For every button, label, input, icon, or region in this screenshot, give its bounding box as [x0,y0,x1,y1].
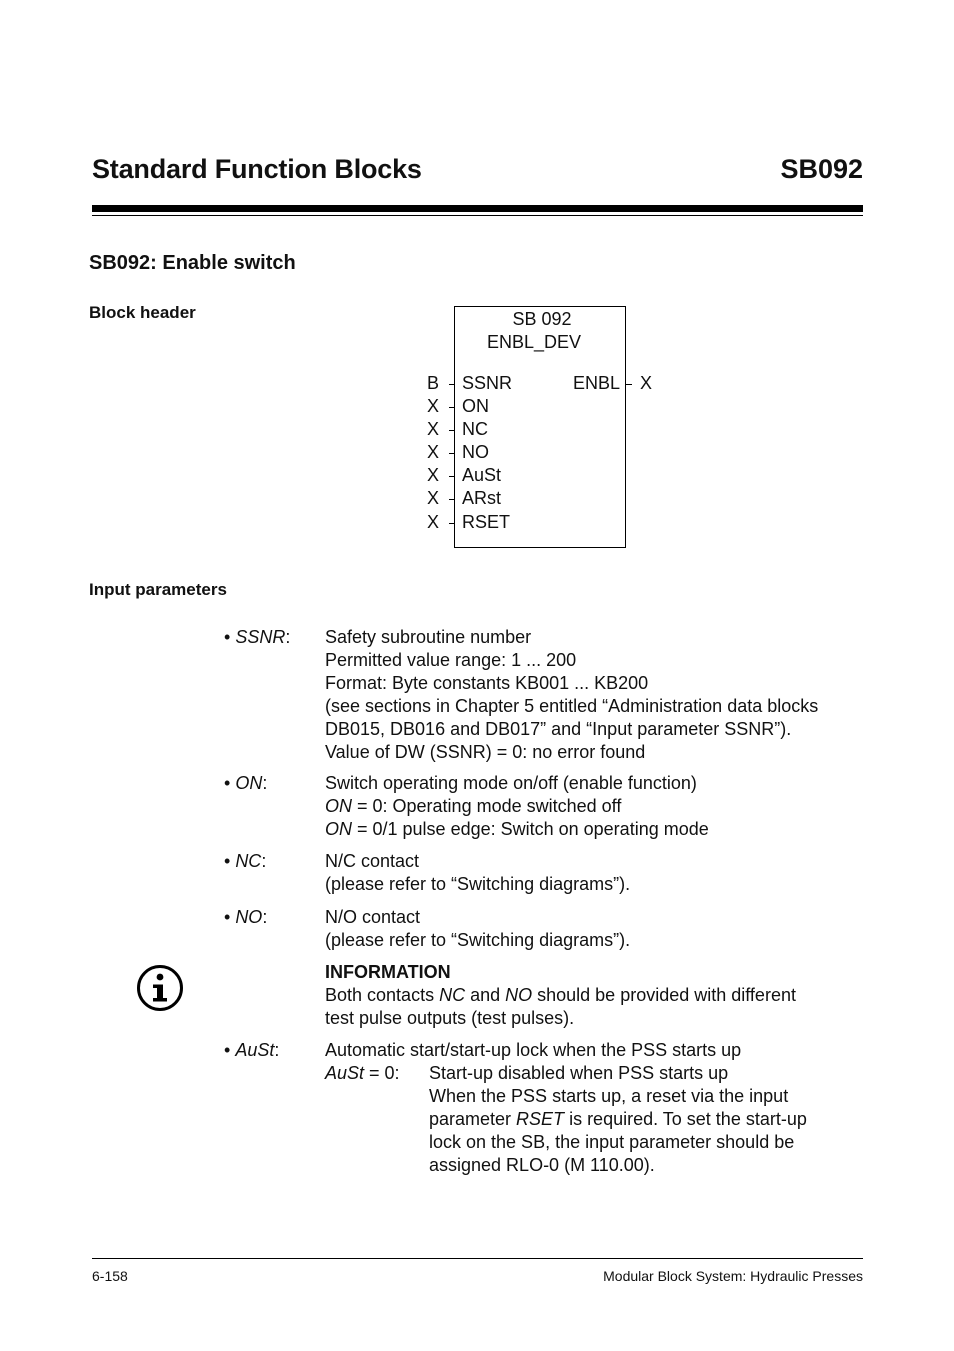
pin-name-arst: ARst [462,488,502,508]
aust-text: parameter [429,1109,517,1129]
pin-line [449,499,455,500]
section-title: SB092: Enable switch [89,252,296,274]
no-line: (please refer to “Switching diagrams”). [325,930,631,950]
info-italic: NC [439,985,466,1005]
pin-type-rset: X [427,512,440,532]
pin-line [449,430,455,431]
information-heading-text: INFORMATION [325,962,451,982]
block-name: ENBL_DEV [486,332,582,352]
information-line [325,984,796,1007]
information-heading [325,961,796,984]
pin-line [449,384,455,385]
ssnr-line: Safety subroutine number [325,627,532,647]
information-note [325,961,796,1030]
param-on-desc [325,772,709,841]
pin-type-arst: X [427,488,440,508]
ssnr-line: Permitted value range: 1 ... 200 [325,650,577,670]
pin-line [626,384,632,385]
param-aust-name: AuSt [235,1040,275,1060]
pin-line [449,523,455,524]
pin-type-ssnr: B [427,373,440,393]
param-ssnr-bullet: • SSNR: [224,627,291,647]
param-ssnr-name: SSNR [235,627,286,647]
on-text: = 0: Operating mode switched off [352,796,622,816]
aust-condition [325,1062,400,1085]
pin-name-nc: NC [462,419,488,439]
aust-italic: AuSt [325,1063,365,1083]
block-number: SB 092 [512,309,572,329]
param-aust-desc: Automatic start/start-up lock when the PSS starts up [325,1040,742,1060]
aust-detail-line [429,1108,807,1131]
aust-detail [429,1062,807,1177]
footer-rule [92,1258,863,1259]
nc-line: N/C contact [325,851,420,871]
info-icon [136,964,184,1012]
param-on-bullet: • ON: [224,773,268,793]
ssnr-line: Value of DW (SSNR) = 0: no error found [325,742,646,762]
pin-line [449,476,455,477]
info-text: Both contacts [325,985,440,1005]
param-no-desc [325,906,630,952]
page-code: SB092 [780,154,863,184]
ssnr-line: (see sections in Chapter 5 entitled “Administration data blocks [325,696,819,716]
pin-name-on: ON [462,396,489,416]
pin-line [449,453,455,454]
param-ssnr-desc [325,626,818,764]
info-italic: NO [505,985,533,1005]
page-title: Standard Function Blocks [92,154,422,184]
aust-cond-text: = 0: [364,1063,400,1083]
aust-detail-line: lock on the SB, the input parameter should be [429,1132,795,1152]
pin-type-on: X [427,396,440,416]
param-on-name: ON [235,773,263,793]
ssnr-line: DB015, DB016 and DB017” and “Input parameter SSNR”). [325,719,792,739]
info-text: and [465,985,506,1005]
pin-type-nc: X [427,419,440,439]
on-italic: ON [325,819,352,839]
param-aust-bullet: • AuSt: [224,1040,280,1060]
footer-page-number: 6-158 [92,1268,128,1284]
pin-name-ssnr: SSNR [462,373,513,393]
pin-name-no: NO [462,442,489,462]
param-nc-bullet: • NC: [224,851,267,871]
aust-detail-line: Start-up disabled when PSS starts up [429,1063,729,1083]
no-line: N/O contact [325,907,421,927]
param-no-name: NO [235,907,263,927]
information-line: test pulse outputs (test pulses). [325,1008,575,1028]
pin-name-aust: AuSt [462,465,502,485]
ssnr-line: Format: Byte constants KB001 ... KB200 [325,673,649,693]
aust-detail-line: When the PSS starts up, a reset via the input [429,1086,789,1106]
header-rule-thin [92,215,863,216]
nc-line: (please refer to “Switching diagrams”). [325,874,631,894]
input-parameters-label: Input parameters [89,580,227,599]
aust-detail-line: assigned RLO-0 (M 110.00). [429,1155,655,1175]
pin-type-enbl: X [640,373,653,393]
footer-book-title: Modular Block System: Hydraulic Presses [603,1268,863,1284]
on-italic: ON [325,796,352,816]
pin-line [449,407,455,408]
aust-text: is required. To set the start-up [564,1109,807,1129]
on-line [325,818,709,841]
block-header-label: Block header [89,303,196,322]
param-nc-name: NC [235,851,262,871]
on-line [325,795,709,818]
on-line: Switch operating mode on/off (enable function) [325,773,697,793]
pin-name-enbl: ENBL [573,373,621,393]
param-nc-desc [325,850,630,896]
param-no-bullet: • NO: [224,907,268,927]
pin-type-no: X [427,442,440,462]
on-text: = 0/1 pulse edge: Switch on operating mode [352,819,709,839]
info-text: should be provided with different [532,985,796,1005]
header-rule-thick [92,205,863,212]
aust-italic: RSET [516,1109,565,1129]
pin-type-aust: X [427,465,440,485]
pin-name-rset: RSET [462,512,511,532]
